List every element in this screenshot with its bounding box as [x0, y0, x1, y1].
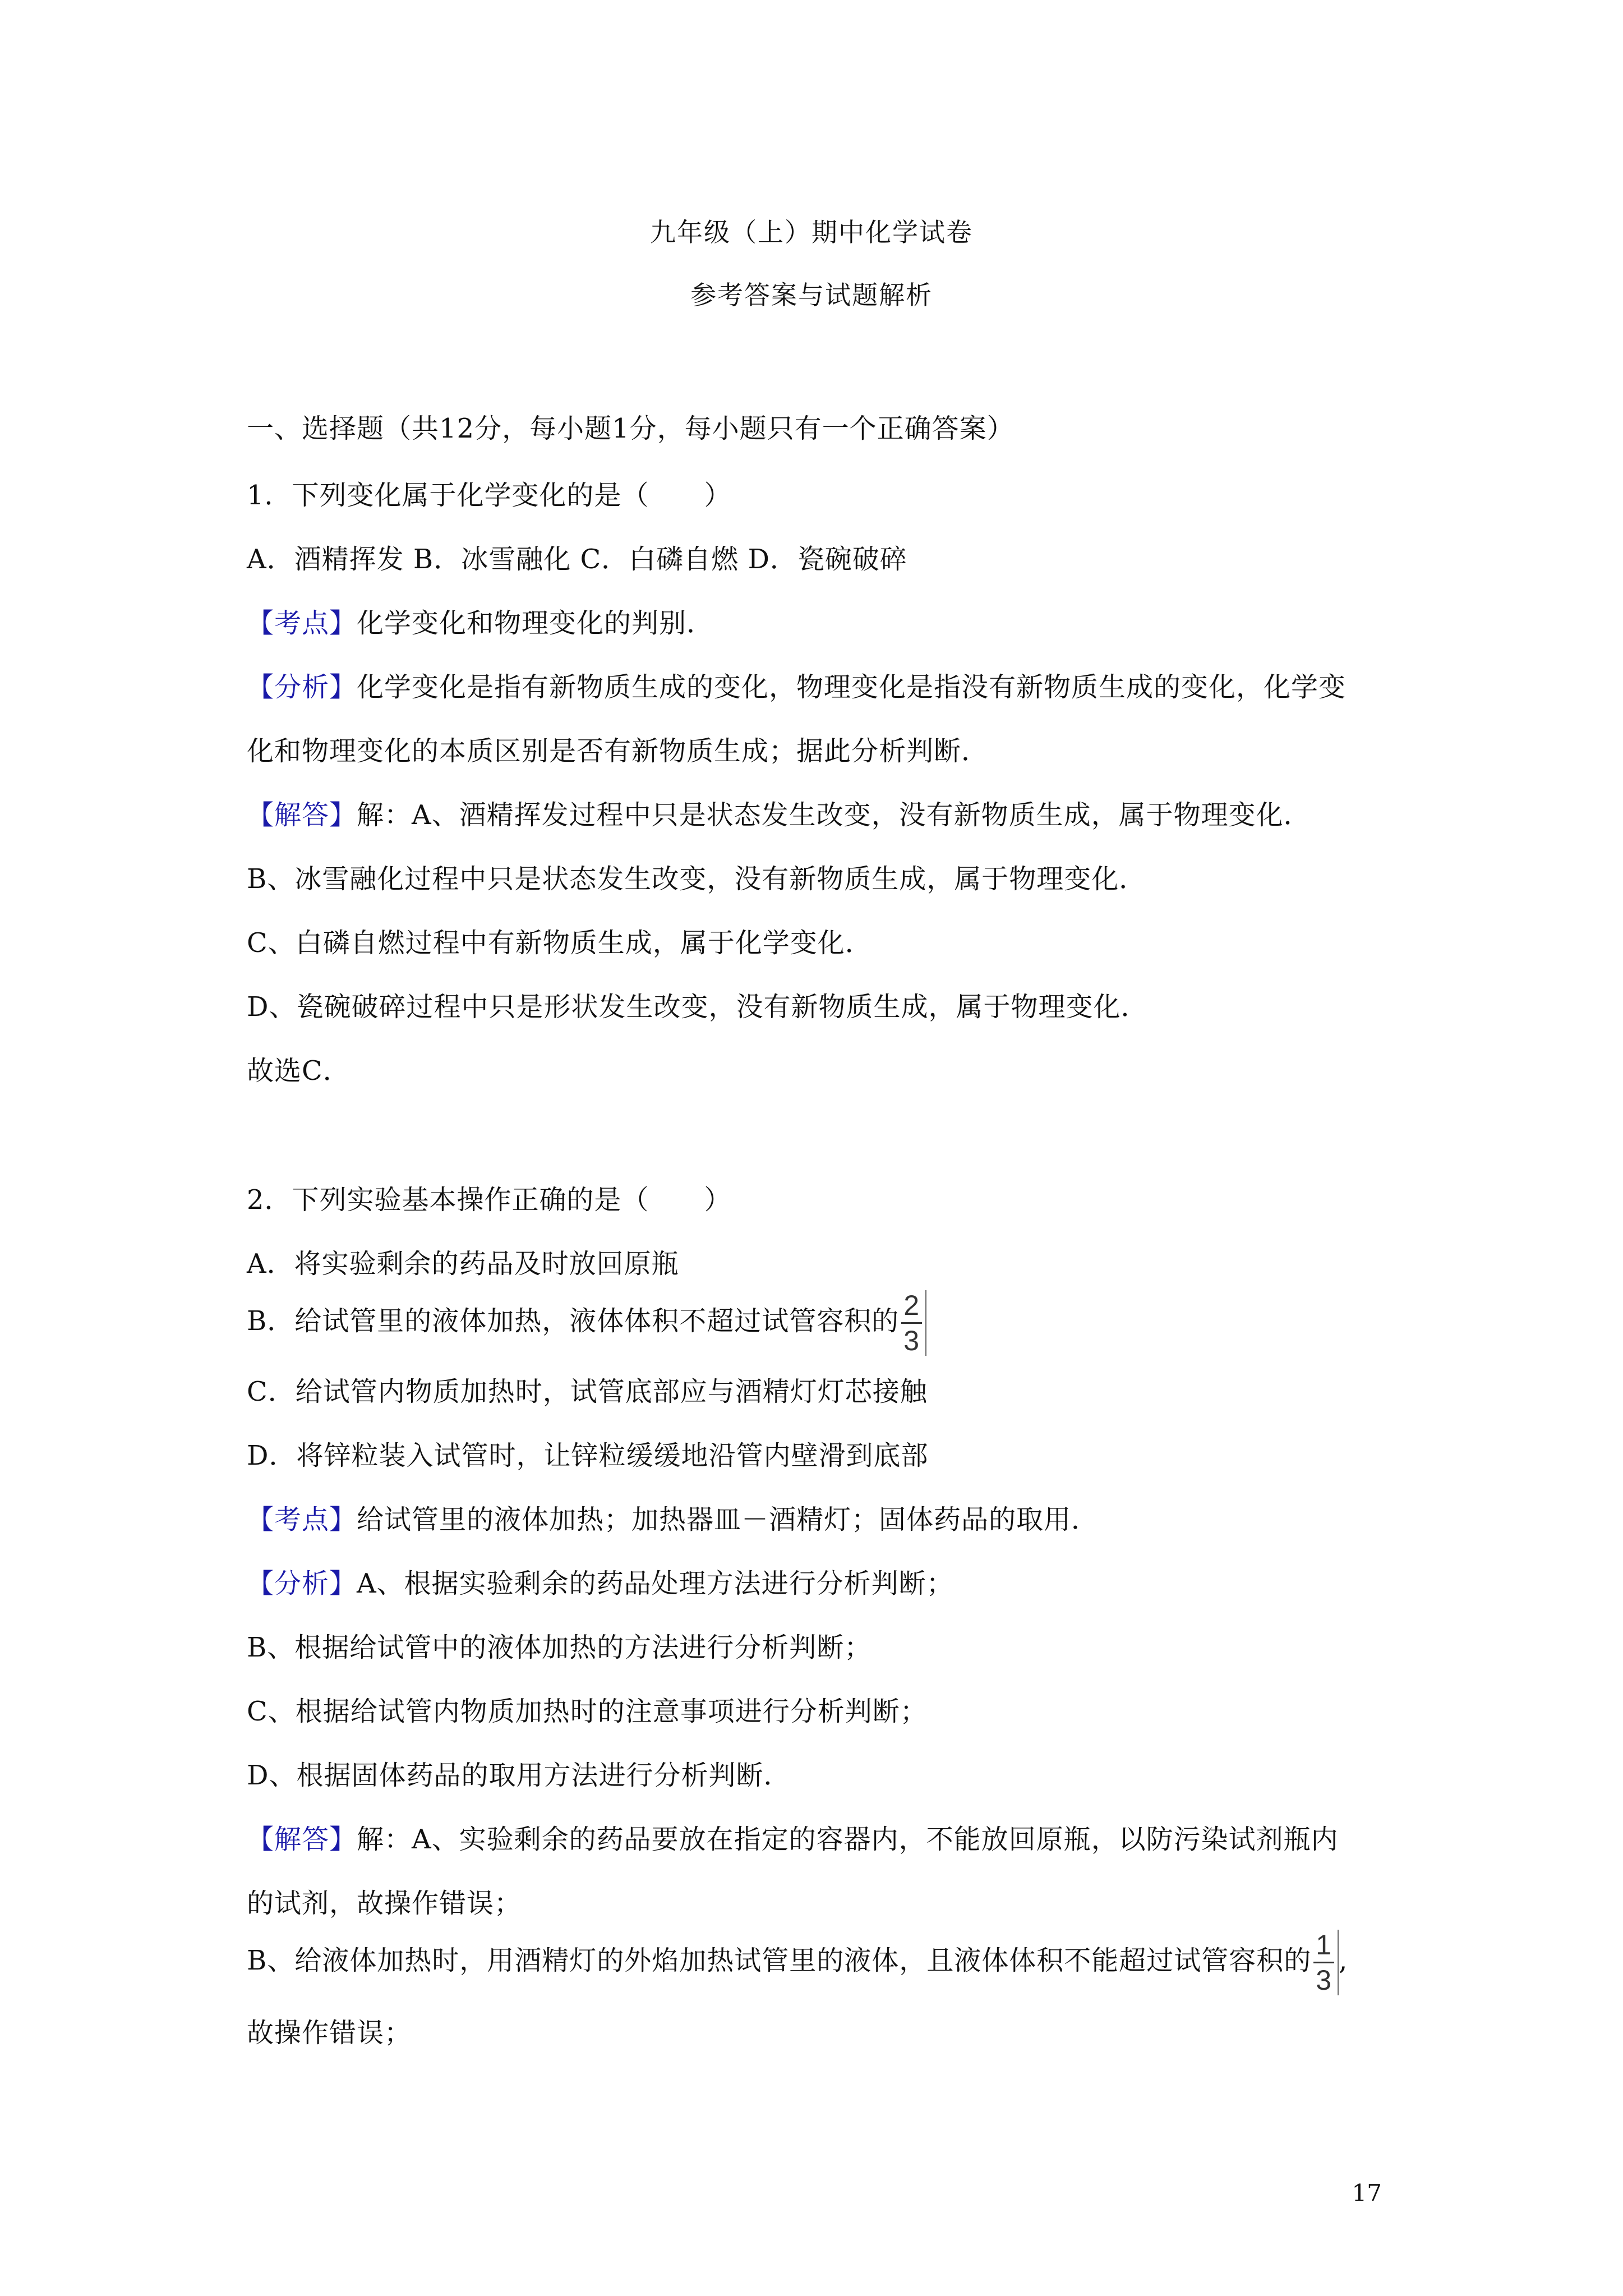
q2-option-b: [247, 1290, 926, 1356]
jieda-text: 解：A、酒精挥发过程中只是状态发生改变，没有新物质生成，属于物理变化．: [357, 799, 1311, 831]
page-subtitle: 参考答案与试题解析: [690, 280, 933, 310]
option-b-text: B．给试管里的液体加热，液体体积不超过试管容积的: [247, 1305, 900, 1337]
q1-jieda-d: D、瓷碗破碎过程中只是形状发生改变，没有新物质生成，属于物理变化．: [247, 991, 1149, 1023]
fenxi-text: A、根据实验剩余的药品处理方法进行分析判断；: [357, 1568, 954, 1599]
q1-stem: 1．下列变化属于化学变化的是（ ）: [247, 480, 732, 511]
fraction-numerator: 2: [903, 1290, 920, 1321]
kaodian-text: 化学变化和物理变化的判别．: [357, 608, 714, 639]
kaodian-text: 给试管里的液体加热；加热器皿－酒精灯；固体药品的取用．: [357, 1504, 1099, 1535]
q2-option-c: C．给试管内物质加热时，试管底部应与酒精灯灯芯接触: [247, 1376, 928, 1407]
fraction-numerator: 1: [1316, 1929, 1332, 1961]
q2-fenxi: [247, 1562, 954, 1600]
section-heading: 一、选择题（共12分，每小题1分，每小题只有一个正确答案）: [247, 413, 1015, 444]
jieda-text: 解：A、实验剩余的药品要放在指定的容器内，不能放回原瓶，以防污染试剂瓶内: [357, 1824, 1339, 1855]
page-title: 九年级（上）期中化学试卷: [650, 217, 973, 247]
q2-jieda-cont: 的试剂，故操作错误；: [247, 1888, 522, 1919]
q2-kaodian: [247, 1498, 1099, 1536]
q2-jieda: [247, 1818, 1339, 1856]
q2-option-a: A．将实验剩余的药品及时放回原瓶: [247, 1248, 679, 1280]
jieda-tag: 【解答】: [247, 1824, 357, 1855]
q1-fenxi-cont: 化和物理变化的本质区别是否有新物质生成；据此分析判断．: [247, 735, 989, 767]
q2-fenxi-c: C、根据给试管内物质加热时的注意事项进行分析判断；: [247, 1696, 928, 1727]
q2-jieda-b-cont: 故操作错误；: [247, 2017, 412, 2049]
fenxi-text: 化学变化是指有新物质生成的变化，物理变化是指没有新物质生成的变化，化学变: [357, 671, 1347, 703]
jieda-tag: 【解答】: [247, 799, 357, 831]
jieda-b-tail: ,: [1339, 1945, 1348, 1976]
page-number: 17: [1352, 2179, 1382, 2207]
fraction-denominator: 3: [903, 1325, 920, 1356]
fraction-bar: [901, 1322, 922, 1324]
q1-fenxi: [247, 665, 1346, 704]
q2-stem: 2．下列实验基本操作正确的是（ ）: [247, 1184, 732, 1216]
kaodian-tag: 【考点】: [247, 608, 357, 639]
q2-fenxi-b: B、根据给试管中的液体加热的方法进行分析判断；: [247, 1632, 872, 1663]
kaodian-tag: 【考点】: [247, 1504, 357, 1535]
jieda-b-text: B、给液体加热时，用酒精灯的外焰加热试管里的液体，且液体体积不能超过试管容积的: [247, 1945, 1312, 1976]
fenxi-tag: 【分析】: [247, 1568, 357, 1599]
q1-options: A．酒精挥发 B．冰雪融化 C．白磷自燃 D．瓷碗破碎: [247, 544, 907, 575]
fraction-bar: [1313, 1962, 1334, 1963]
fraction: [1313, 1930, 1339, 1995]
fraction-denominator: 3: [1316, 1964, 1332, 1996]
q1-jieda-b: B、冰雪融化过程中只是状态发生改变，没有新物质生成，属于物理变化．: [247, 863, 1147, 895]
q2-jieda-b: [247, 1930, 1348, 1995]
q1-answer: 故选C．: [247, 1055, 351, 1087]
fraction: [901, 1290, 926, 1356]
q2-option-d: D．将锌粒装入试管时，让锌粒缓缓地沿管内壁滑到底部: [247, 1440, 929, 1471]
q2-fenxi-d: D、根据固体药品的取用方法进行分析判断．: [247, 1760, 791, 1791]
q1-jieda-c: C、白磷自燃过程中有新物质生成，属于化学变化．: [247, 927, 873, 959]
q1-jieda: [247, 793, 1311, 832]
q1-kaodian: [247, 601, 714, 640]
fenxi-tag: 【分析】: [247, 671, 357, 703]
